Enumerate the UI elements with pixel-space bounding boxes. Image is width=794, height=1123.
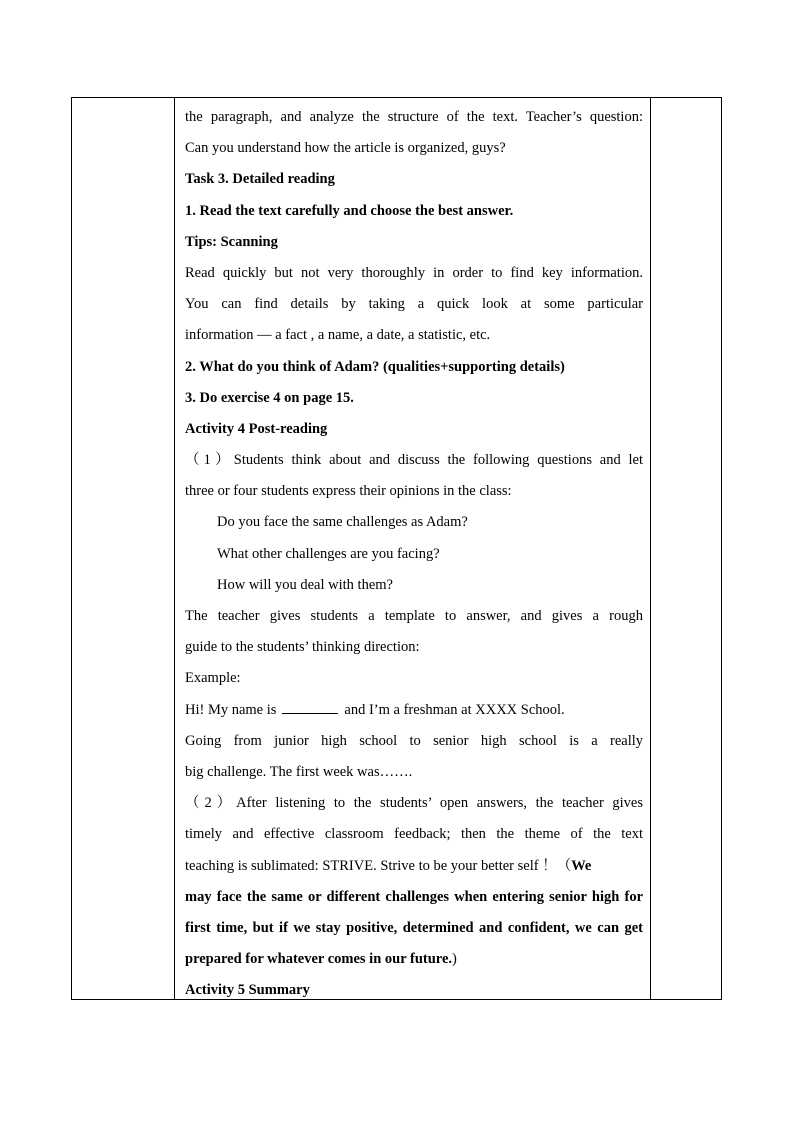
text-line: Read quickly but not very thoroughly in order to find key information.	[185, 264, 643, 281]
bold-segment: We	[571, 857, 592, 874]
question-line: What other challenges are you facing?	[217, 545, 440, 562]
table-right-column	[651, 98, 721, 999]
text-line: three or four students express their opinions in the class:	[185, 483, 512, 500]
tips-heading: Tips: Scanning	[185, 233, 278, 250]
bold-segment: prepared for whatever comes in our future.	[185, 951, 453, 968]
text-line: （1）Students think about and discuss the following questions and let	[185, 452, 643, 469]
bold-line: may face the same or different challenges when entering senior high for	[185, 888, 643, 905]
text-line	[185, 944, 643, 975]
text-line: the paragraph, and analyze the structure of the text. Teacher’s question:	[185, 109, 643, 125]
text-line: Can you understand how the article is organized, guys?	[185, 140, 506, 157]
section-heading: Task 3. Detailed reading	[185, 171, 335, 188]
text-line: information — a fact , a name, a date, a statistic, etc.	[185, 327, 491, 344]
example-line	[185, 695, 643, 726]
text-line: guide to the students’ thinking direction:	[185, 639, 420, 656]
example-text: Hi! My name is	[185, 701, 277, 718]
fill-in-blank	[282, 699, 338, 714]
text-segment: )	[452, 951, 457, 968]
question-line: Do you face the same challenges as Adam?	[217, 514, 468, 531]
example-text: and I’m a freshman at XXXX School.	[344, 701, 565, 718]
question-line: How will you deal with them?	[217, 576, 393, 593]
task-item: 1. Read the text carefully and choose the best answer.	[185, 202, 514, 219]
table-left-column	[72, 98, 175, 999]
section-heading: Activity 4 Post-reading	[185, 420, 328, 437]
bold-line: first time, but if we stay positive, determined and confident, we can get	[185, 919, 643, 936]
text-line	[185, 851, 643, 882]
text-line: The teacher gives students a template to answer, and gives a rough	[185, 608, 643, 624]
table-content-cell	[175, 98, 651, 999]
task-item: 2. What do you think of Adam? (qualities+supporting details)	[185, 358, 565, 375]
text-line: You can find details by taking a quick look at some particular	[185, 296, 643, 313]
lesson-table	[71, 97, 722, 1000]
text-line: Example:	[185, 670, 241, 687]
section-heading: Activity 5 Summary	[185, 982, 310, 999]
text-segment: teaching is sublimated: STRIVE. Strive to be your better self ！（	[185, 857, 572, 874]
text-line: Going from junior high school to senior high school is a really	[185, 732, 643, 749]
text-line: （2）After listening to the students’ open answers, the teacher gives	[185, 795, 643, 812]
text-line: big challenge. The first week was…….	[185, 763, 413, 780]
text-line: timely and effective classroom feedback; then the theme of the text	[185, 826, 643, 843]
task-item: 3. Do exercise 4 on page 15.	[185, 389, 354, 406]
